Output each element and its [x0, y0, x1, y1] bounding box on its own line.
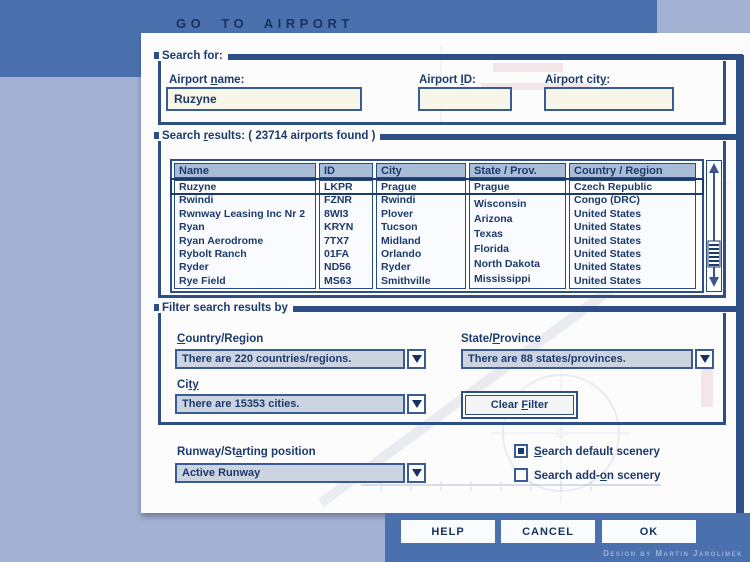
column-id [319, 180, 373, 289]
results-table-body [174, 180, 700, 289]
runway-dropdown-arrow[interactable] [407, 463, 426, 483]
table-cell[interactable]: 01FA [324, 247, 350, 260]
table-cell[interactable]: 7TX7 [324, 234, 350, 247]
table-cell[interactable]: ND56 [324, 261, 351, 274]
table-cell[interactable]: Rwnway Leasing Inc Nr 2 [179, 207, 306, 220]
country-region-label: Country/Region [177, 333, 264, 345]
table-cell[interactable]: FZNR [324, 194, 352, 207]
search-for-legend: Search for: [162, 49, 223, 62]
go-to-airport-dialog [141, 33, 750, 513]
group-notch [154, 52, 159, 59]
search-addon-scenery-label[interactable]: Search add-on scenery [534, 470, 661, 482]
runway-position-label: Runway/Starting position [177, 446, 316, 458]
dialog-right-accent-bar [736, 55, 744, 513]
state-province-label: State/Province [461, 333, 541, 345]
table-cell[interactable]: Rybolt Ranch [179, 247, 247, 260]
table-cell[interactable]: Plover [381, 207, 414, 220]
table-cell[interactable]: Prague [377, 181, 465, 194]
scrollbar-graphic [707, 161, 721, 289]
state-dropdown[interactable]: There are 88 states/provinces. [461, 349, 693, 369]
airport-city-input[interactable] [544, 87, 674, 111]
results-table-header [174, 163, 700, 178]
credit-text: Design by Martin Jarolimek [603, 549, 743, 558]
cancel-button[interactable]: CANCEL [501, 520, 595, 543]
table-cell[interactable]: Arizona [474, 212, 513, 225]
table-cell[interactable]: Midland [381, 234, 421, 247]
column-header-country: Country / Region [569, 163, 696, 178]
column-header-state: State / Prov. [469, 163, 566, 178]
table-cell[interactable]: LKPR [320, 181, 372, 194]
chevron-down-icon [700, 355, 710, 363]
table-cell[interactable]: United States [574, 247, 642, 260]
checkbox-default[interactable] [514, 444, 528, 458]
chevron-down-icon [412, 400, 422, 408]
table-cell[interactable]: Ryan [179, 221, 205, 234]
table-cell[interactable]: Wisconsin [474, 197, 527, 210]
table-cell[interactable]: Smithville [381, 274, 431, 287]
country-dropdown[interactable]: There are 220 countries/regions. [175, 349, 405, 369]
airport-city-label: Airport city: [545, 74, 611, 86]
group-notch [154, 132, 159, 139]
table-cell[interactable]: North Dakota [474, 257, 540, 270]
table-cell[interactable]: United States [574, 274, 642, 287]
country-dropdown-arrow[interactable] [407, 349, 426, 369]
filter-legend: Filter search results by [162, 301, 288, 314]
airport-id-label: Airport ID: [419, 74, 476, 86]
table-cell[interactable]: Mississippi [474, 272, 531, 285]
results-table [170, 159, 704, 293]
search-default-scenery-label[interactable]: Search default scenery [534, 446, 660, 458]
airport-name-input[interactable]: Ruzyne [166, 87, 362, 111]
table-cell[interactable]: Orlando [381, 247, 422, 260]
ok-button[interactable]: OK [602, 520, 696, 543]
table-cell[interactable]: 8WI3 [324, 207, 349, 220]
help-button[interactable]: HELP [401, 520, 495, 543]
corner-decor-block [657, 0, 750, 33]
column-name [174, 180, 316, 289]
column-header-city: City [376, 163, 466, 178]
table-cell[interactable]: United States [574, 221, 642, 234]
table-cell[interactable]: United States [574, 234, 642, 247]
column-header-name: Name [174, 163, 316, 178]
scrollbar-thumb [708, 241, 720, 267]
table-cell[interactable]: Ryder [381, 261, 411, 274]
state-dropdown-arrow[interactable] [695, 349, 714, 369]
results-scrollbar[interactable] [706, 160, 722, 292]
chevron-down-icon [412, 355, 422, 363]
checkbox-addon[interactable] [514, 468, 528, 482]
table-cell[interactable]: Tucson [381, 221, 418, 234]
table-cell[interactable]: Rwindi [179, 194, 214, 207]
runway-dropdown[interactable]: Active Runway [175, 463, 405, 483]
chevron-down-icon [412, 469, 422, 477]
table-cell[interactable]: MS63 [324, 274, 352, 287]
table-cell[interactable]: United States [574, 261, 642, 274]
table-cell[interactable]: KRYN [324, 221, 354, 234]
table-cell[interactable]: Ruzyne [175, 181, 315, 194]
table-cell[interactable]: Texas [474, 227, 503, 240]
group-accent-rule [293, 306, 743, 312]
dialog-footer [385, 513, 750, 562]
airport-id-input[interactable] [418, 87, 512, 111]
group-accent-rule [228, 54, 743, 60]
airport-name-label: Airport name: [169, 74, 245, 86]
column-city [376, 180, 466, 289]
city-dropdown[interactable]: There are 15353 cities. [175, 394, 405, 414]
table-cell[interactable]: Congo (DRC) [574, 194, 640, 207]
table-cell[interactable]: Czech Republic [570, 181, 695, 194]
table-cell[interactable]: United States [574, 207, 642, 220]
city-dropdown-arrow[interactable] [407, 394, 426, 414]
table-cell[interactable]: Rwindi [381, 194, 416, 207]
clear-filter-button[interactable]: Clear Filter [461, 391, 578, 419]
scroll-up-arrow-icon [709, 163, 719, 173]
page-title: GO TO AIRPORT [176, 16, 354, 31]
table-cell[interactable]: Florida [474, 242, 510, 255]
column-header-id: ID [319, 163, 373, 178]
group-notch [154, 304, 159, 311]
scroll-down-arrow-icon [709, 277, 719, 287]
table-cell[interactable]: Ryder [179, 261, 209, 274]
column-state [469, 180, 566, 289]
table-cell[interactable]: Prague [470, 181, 565, 196]
group-accent-rule [380, 134, 743, 140]
city-label: City [177, 379, 199, 391]
table-cell[interactable]: Ryan Aerodrome [179, 234, 264, 247]
column-country [569, 180, 696, 289]
table-cell[interactable]: Rye Field [179, 274, 226, 287]
search-results-legend: Search results: ( 23714 airports found ) [162, 129, 376, 142]
